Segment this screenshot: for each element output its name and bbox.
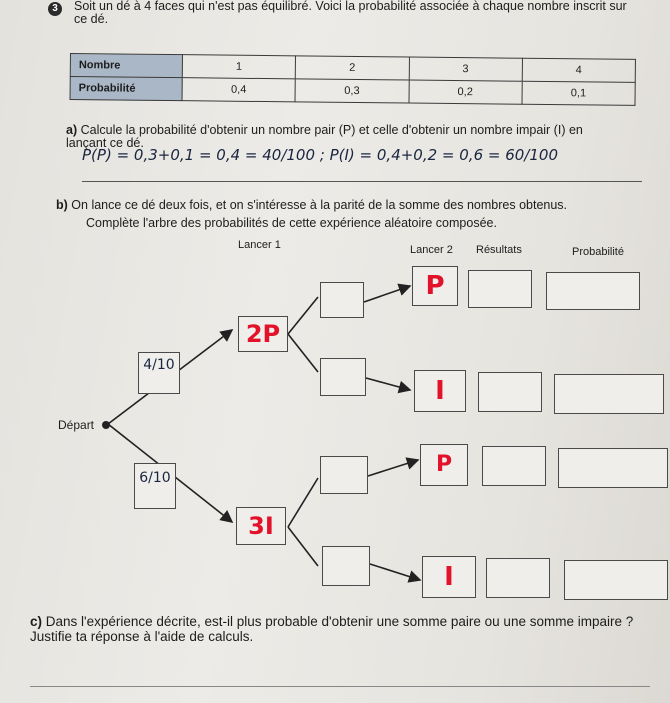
branch-top-lower	[288, 334, 318, 372]
question-b-letter: b)	[56, 198, 68, 212]
label-resultats: Résultats	[476, 244, 522, 256]
leaf-1-value: P	[425, 271, 445, 301]
table-cell-number: 1	[182, 55, 295, 79]
leaf-3-value: P	[435, 452, 453, 477]
handwritten-answer-a: P(P) = 0,3+0,1 = 0,4 = 40/100 ; P(I) = 0,4+0,2 = 0,6 = 60/100	[82, 146, 558, 164]
probability-box-1[interactable]	[546, 272, 640, 310]
table-cell-probability: 0,1	[522, 81, 635, 105]
table-cell-number: 4	[522, 58, 635, 82]
question-a-letter: a)	[66, 123, 78, 137]
result-box-4[interactable]	[486, 558, 550, 598]
table-header-probability: Probabilité	[70, 77, 182, 101]
start-node-dot	[102, 421, 110, 429]
leaf-lancer2-1[interactable]	[412, 266, 458, 306]
branch-bottom-upper	[288, 478, 318, 527]
start-label: Départ	[58, 418, 95, 432]
table-cell-probability: 0,3	[295, 79, 408, 103]
branch-arrow-2	[366, 378, 410, 390]
leaf-2-value: I	[435, 376, 445, 406]
result-box-1[interactable]	[468, 270, 532, 308]
branch-prob-box-top[interactable]	[138, 352, 180, 394]
leaf-lancer2-2[interactable]	[414, 370, 466, 412]
question-a-text: Calcule la probabilité d'obtenir un nombre pair (P) et celle d'obtenir un nombre impair (I) en lançant ce dé.	[66, 123, 583, 150]
branch-bottom-lower	[288, 527, 318, 566]
table-cell-probability: 0,2	[408, 80, 521, 104]
branch-prob-box-2c[interactable]	[320, 456, 368, 494]
label-lancer2: Lancer 2	[410, 244, 453, 256]
branch-prob-box-2a[interactable]	[320, 282, 364, 318]
question-b-instruction: Complète l'arbre des probabilités de cette expérience aléatoire composée.	[86, 216, 497, 230]
branch-prob-box-bottom[interactable]	[134, 463, 176, 509]
exercise-intro: Soit un dé à 4 faces qui n'est pas équilibré. Voici la probabilité associée à chaque nombre inscrit sur ce dé.	[74, 0, 627, 26]
question-b-text: On lance ce dé deux fois, et on s'intéresse à la parité de la somme des nombres obtenus.	[71, 198, 568, 212]
probability-box-2[interactable]	[554, 374, 664, 414]
branch-prob-box-2d[interactable]	[322, 546, 370, 586]
leaf-lancer2-4[interactable]	[422, 556, 476, 598]
label-probabilite: Probabilité	[572, 246, 624, 258]
branch-top-upper	[288, 297, 318, 334]
exercise-number: 3	[48, 2, 62, 16]
label-lancer1: Lancer 1	[238, 239, 281, 251]
question-c-letter: c)	[30, 614, 43, 629]
node-lancer1-bottom[interactable]	[236, 507, 286, 545]
node-lancer1-top[interactable]	[238, 316, 288, 352]
branch-prob-box-2b[interactable]	[320, 358, 366, 396]
branch-arrow-3	[368, 460, 418, 476]
leaf-4-value: I	[444, 562, 454, 592]
answer-line-c	[30, 686, 650, 687]
result-box-2[interactable]	[478, 372, 542, 412]
question-c-text: Dans l'expérience décrite, est-il plus probable d'obtenir une somme paire ou une somme impaire ? Justifie ta réponse à l'aide de calculs.	[30, 614, 634, 644]
table-cell-number: 3	[409, 57, 522, 81]
question-c	[30, 614, 650, 644]
probability-box-3[interactable]	[558, 448, 668, 488]
table-cell-number: 2	[295, 56, 408, 80]
table-header-number: Nombre	[70, 54, 182, 78]
branch-prob-top-value: 4/10	[143, 357, 175, 373]
branch-prob-bottom-value: 6/10	[139, 470, 171, 486]
branch-arrow-1	[364, 286, 410, 302]
probability-box-4[interactable]	[564, 560, 668, 600]
result-box-3[interactable]	[482, 446, 546, 486]
branch-arrow-4	[370, 564, 420, 580]
table-cell-probability: 0,4	[182, 78, 295, 102]
node-top-value: 2P	[245, 320, 281, 348]
leaf-lancer2-3[interactable]	[420, 444, 468, 486]
node-bottom-value: 3I	[248, 512, 274, 540]
